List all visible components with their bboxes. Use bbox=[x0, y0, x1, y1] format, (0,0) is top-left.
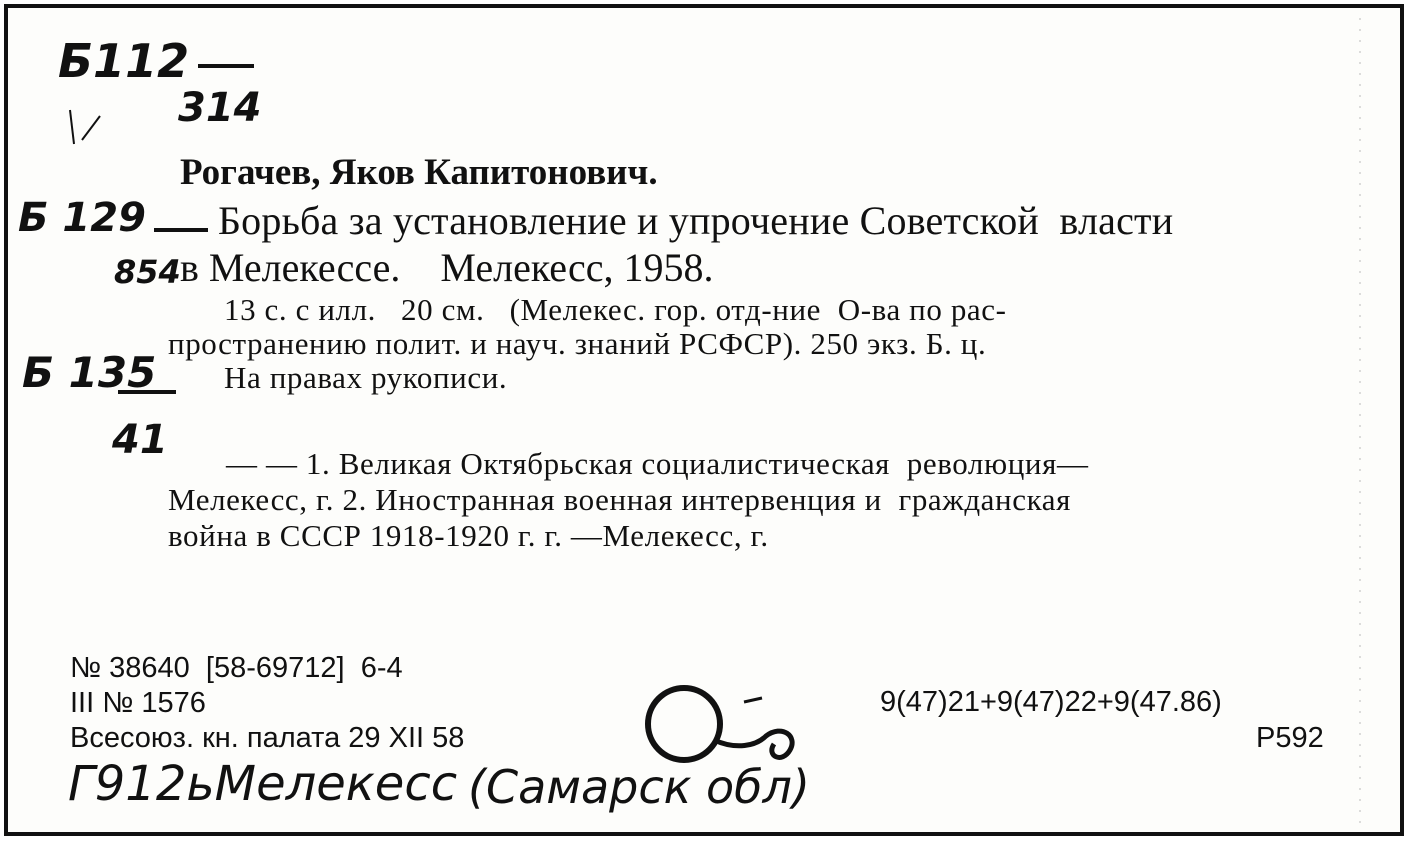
note-line: На правах рукописи. bbox=[224, 360, 508, 395]
shelf-mark-2: Б 129 bbox=[18, 195, 146, 241]
record-number: № 38640 [58-69712] 6-4 bbox=[70, 652, 403, 684]
author-heading: Рогачев, Яков Капитонович. bbox=[180, 152, 658, 193]
subjects-line-1: — — 1. Великая Октябрьская социалистическая революция— bbox=[226, 446, 1089, 481]
book-chamber-date: Всесоюз. кн. палата 29 XII 58 bbox=[70, 722, 465, 754]
shelf-mark-2-sub: 854 bbox=[114, 253, 181, 291]
subjects-line-2: Мелекесс, г. 2. Иностранная военная интервенция и гражданская bbox=[168, 482, 1072, 517]
title-line-2: в Мелекессе. Мелекесс, 1958. bbox=[180, 245, 714, 290]
handwritten-region: (Самарск обл) bbox=[468, 760, 810, 814]
collation-line-1: 13 с. с илл. 20 см. (Мелекес. гор. отд-ние О-ва по рас- bbox=[224, 292, 1007, 327]
shelf-mark-3: Б 135 bbox=[22, 348, 157, 397]
classification-code: 9(47)21+9(47)22+9(47.86) bbox=[880, 686, 1222, 718]
series-number: III № 1576 bbox=[70, 687, 206, 719]
shelf-mark-1-sub: 314 bbox=[178, 85, 262, 131]
shelf-mark-3-sub: 41 bbox=[112, 417, 168, 463]
shelf-mark-1: Б112 bbox=[58, 34, 190, 88]
collation-line-2: пространению полит. и науч. знаний РСФСР). 250 экз. Б. ц. bbox=[168, 326, 987, 361]
title-line-1: Борьба за установление и упрочение Советской власти bbox=[218, 198, 1174, 243]
subjects-line-3: война в СССР 1918-1920 г. г. —Мелекесс, г. bbox=[168, 518, 769, 553]
handwritten-location: Г912ьМелекесс bbox=[68, 756, 458, 812]
cutter-number: Р592 bbox=[1256, 722, 1324, 754]
catalog-card bbox=[4, 4, 1404, 836]
